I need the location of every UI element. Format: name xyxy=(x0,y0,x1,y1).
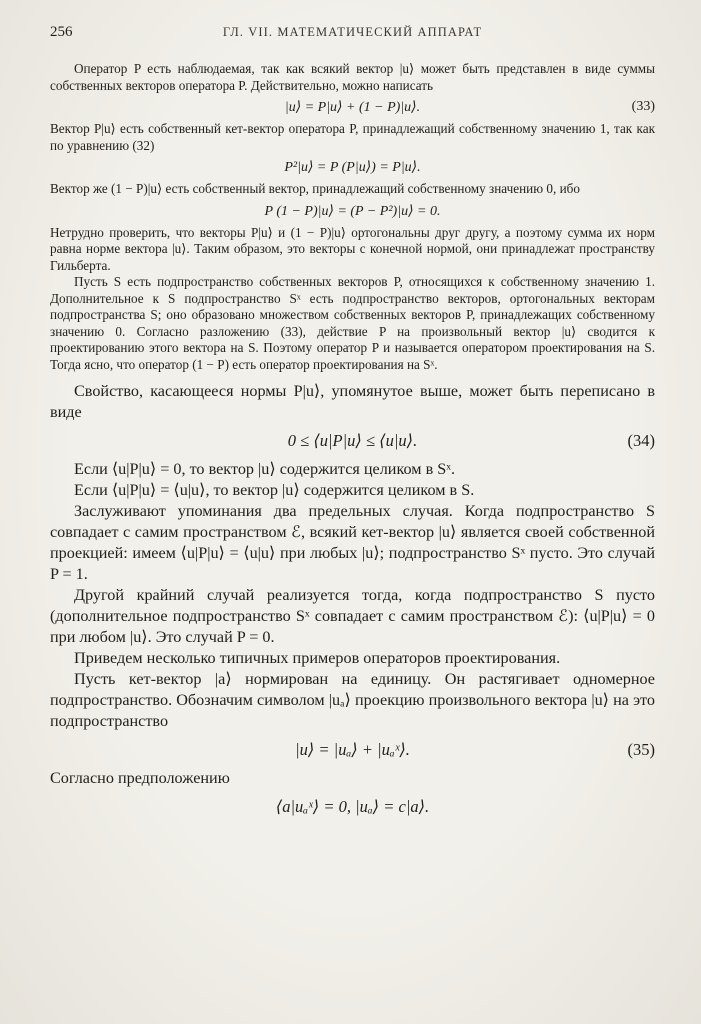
equation-a-ua-text: ⟨a|uₐˣ⟩ = 0, |uₐ⟩ = c|a⟩. xyxy=(275,797,430,816)
equation-35 xyxy=(50,740,655,760)
para-operator-observable: Оператор P есть наблюдаемая, так как всякий вектор |u⟩ может быть представлен в виде суммы собственных векторов оператора P. Действительно, можно написать xyxy=(50,61,655,93)
para-case-contained-s-cross: Если ⟨u|P|u⟩ = 0, то вектор |u⟩ содержится целиком в Sˣ. xyxy=(74,460,455,478)
running-head xyxy=(50,24,655,41)
para-other-extreme-case: Другой крайний случай реализуется тогда, когда подпространство S пусто (дополнительное подпространство Sˣ совпадает с самим пространством ℰ): ⟨u|P|u⟩ = 0 при любом |u⟩. Это случай P = 0. xyxy=(50,586,655,646)
para-limiting-cases: Заслуживают упоминания два предельных случая. Когда подпространство S совпадает с самим пространством ℰ, всякий кет-вектор |u⟩ является своей собственной проекцией: имеем ⟨u|P|u⟩ = ⟨u|u⟩ при любых |u⟩; подпространство Sˣ пусто. Это случай P = 1. xyxy=(50,502,655,583)
running-title: ГЛ. VII. МАТЕМАТИЧЕСКИЙ АППАРАТ xyxy=(222,25,483,39)
equation-35-text: |u⟩ = |uₐ⟩ + |uₐˣ⟩. xyxy=(295,740,410,759)
equation-34 xyxy=(50,431,655,451)
equation-a-ua xyxy=(50,797,655,817)
equation-p-one-minus-p xyxy=(50,203,655,220)
para-examples-intro: Приведем несколько типичных примеров операторов проектирования. xyxy=(74,649,561,667)
para-norm-property: Свойство, касающееся нормы P|u⟩, упомянутое выше, может быть переписано в виде xyxy=(50,382,655,421)
equation-34-text: 0 ≤ ⟨u|P|u⟩ ≤ ⟨u|u⟩. xyxy=(287,431,418,450)
equation-p-squared-text: P²|u⟩ = P (P|u⟩) = P|u⟩. xyxy=(284,160,421,175)
page-number: 256 xyxy=(50,24,73,40)
para-ket-a-normalized: Пусть кет-вектор |a⟩ нормирован на единицу. Он растягивает одномерное подпространство. Обозначим символом |uₐ⟩ проекцию произвольного вектора |u⟩ на это подпространство xyxy=(50,670,655,730)
equation-33 xyxy=(50,99,655,116)
equation-33-number: (33) xyxy=(631,99,655,114)
equation-34-number: (34) xyxy=(627,431,655,450)
para-case-contained-s: Если ⟨u|P|u⟩ = ⟨u|u⟩, то вектор |u⟩ содержится целиком в S. xyxy=(74,481,475,499)
para-eigenvector-zero: Вектор же (1 − P)|u⟩ есть собственный вектор, принадлежащий собственному значению 0, ибо xyxy=(50,181,580,196)
para-eigenvector-one: Вектор P|u⟩ есть собственный кет-вектор оператора P, принадлежащий собственному значению 1, так как по уравнению (32) xyxy=(50,121,655,153)
page-body xyxy=(50,61,655,817)
equation-p-squared xyxy=(50,159,655,176)
para-orthogonality: Нетрудно проверить, что векторы P|u⟩ и (1 − P)|u⟩ ортогональны друг другу, а поэтому сумма их норм равна норме вектора |u⟩. Таким образом, это векторы с конечной нормой, они принадлежат пространству Гильберта. xyxy=(50,224,655,273)
para-subspace-s: Пусть S есть подпространство собственных векторов P, относящихся к собственному значению 1. Дополнительное к S подпространство Sˣ есть подпространство векторов, ортогональных векторам подпространства S; оно образовано множеством собственных векторов P, принадлежащих собственному значению 0. Согласно разложению (33), действие P на произвольный вектор |u⟩ сводится к проектированию этого вектора на S. Поэтому оператор P и называется оператором проектирования на S. Тогда ясно, что оператор (1 − P) есть оператор проектирования на Sˣ. xyxy=(50,274,655,372)
equation-33-text: |u⟩ = P|u⟩ + (1 − P)|u⟩. xyxy=(284,100,421,115)
equation-p-one-minus-p-text: P (1 − P)|u⟩ = (P − P²)|u⟩ = 0. xyxy=(264,203,441,219)
para-by-assumption: Согласно предположению xyxy=(50,769,230,787)
equation-35-number: (35) xyxy=(627,740,655,759)
